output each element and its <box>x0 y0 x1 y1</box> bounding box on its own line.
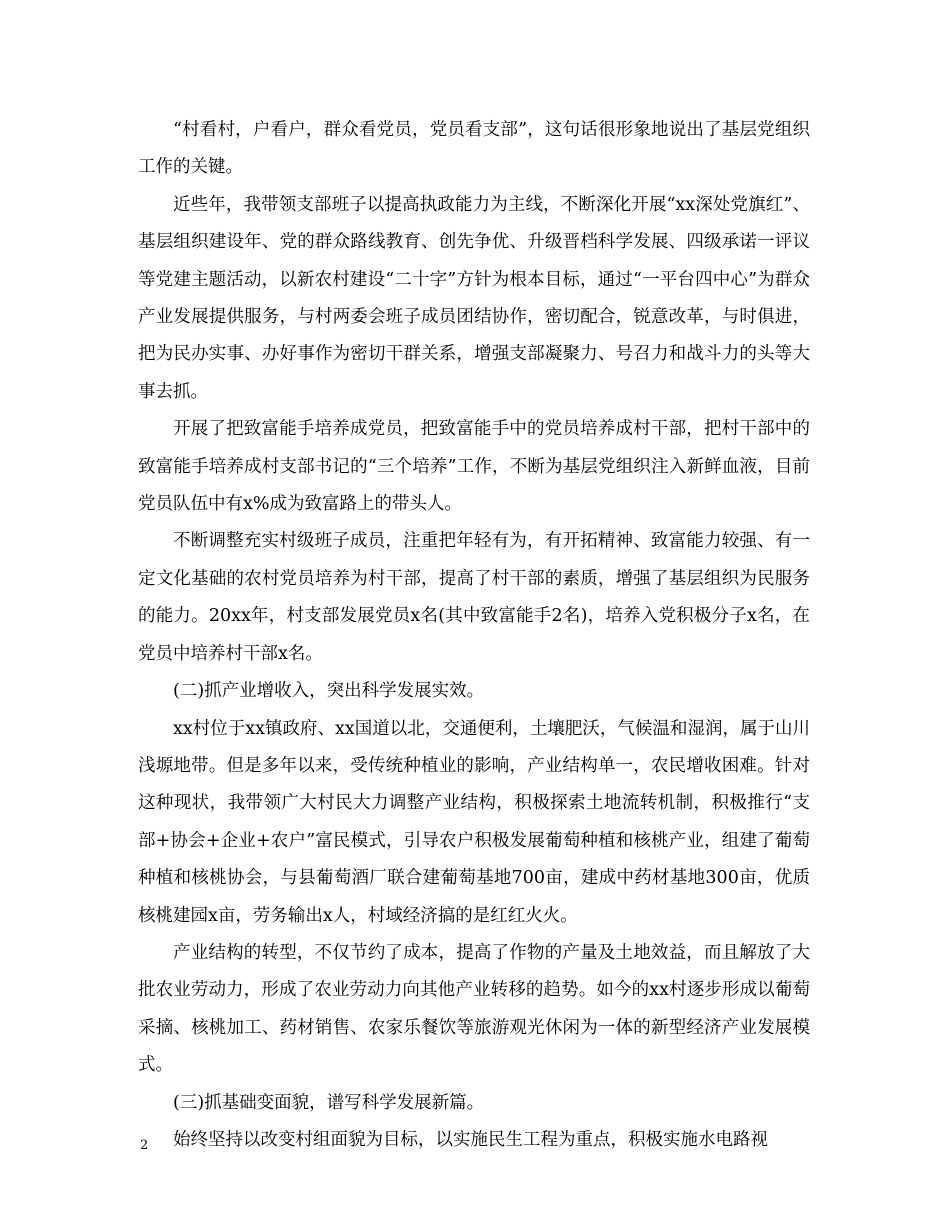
section-heading: (三)抓基础变面貌，谱写科学发展新篇。 <box>173 1092 485 1113</box>
paragraph: 不断调整充实村级班子成员，注重把年轻有为，有开拓精神、致富能力较强、有一定文化基础的农村党员培养为村干部，提高了村干部的素质，增强了基层组织为民服务的能力。20xx年，村支部发展党员x名(其中致富能手2名)，培养入党积极分子x名，在党员中培养村干部x名。 <box>138 531 810 664</box>
page-number: 2 <box>140 1138 149 1153</box>
section-heading: (二)抓产业增收入，突出科学发展实效。 <box>173 681 485 702</box>
paragraph: 开展了把致富能手培养成党员，把致富能手中的党员培养成村干部，把村干部中的致富能手培养成村支部书记的“三个培养”工作，不断为基层党组织注入新鲜血液，目前党员队伍中有x%成为致富路上的带头人。 <box>138 419 810 515</box>
paragraph: xx村位于xx镇政府、xx国道以北，交通便利，土壤肥沃，气候温和湿润，属于山川浅塬地带。但是多年以来，受传统种植业的影响，产业结构单一，农民增收困难。针对这种现状，我带领广大村民大力调整产业结构，积极探索土地流转机制，积极推行“支部+协会+企业+农户”富民模式，引导农户积极发展葡萄种植和核桃产业，组建了葡萄种植和核桃协会，与县葡萄酒厂联合建葡萄基地700亩，建成中药材基地300亩，优质核桃建园x亩，劳务输出x人，村域经济搞的是红红火火。 <box>138 718 810 926</box>
paragraph: “村看村，户看户，群众看党员，党员看支部”，这句话很形象地说出了基层党组织工作的关键。 <box>138 120 810 178</box>
paragraph: 产业结构的转型，不仅节约了成本，提高了作物的产量及土地效益，而且解放了大批农业劳动力，形成了农业劳动力向其他产业转移的趋势。如今的xx村逐步形成以葡萄采摘、核桃加工、药材销售、农家乐餐饮等旅游观光休闲为一体的新型经济产业发展模式。 <box>138 942 810 1076</box>
paragraph: 始终坚持以改变村组面貌为目标，以实施民生工程为重点，积极实施水电路视 <box>173 1129 768 1150</box>
paragraph: 近些年，我带领支部班子以提高执政能力为主线，不断深化开展“xx深处党旗红”、基层组织建设年、党的群众路线教育、创先争优、升级晋档科学发展、四级承诺一评议等党建主题活动，以新农村建设“二十字”方针为根本目标，通过“一平台四中心”为群众产业发展提供服务，与村两委会班子成员团结协作，密切配合，锐意改革，与时俱进，把为民办实事、办好事作为密切干群关系，增强支部凝聚力、号召力和战斗力的头等大事去抓。 <box>138 194 810 402</box>
document-body <box>138 112 810 1159</box>
